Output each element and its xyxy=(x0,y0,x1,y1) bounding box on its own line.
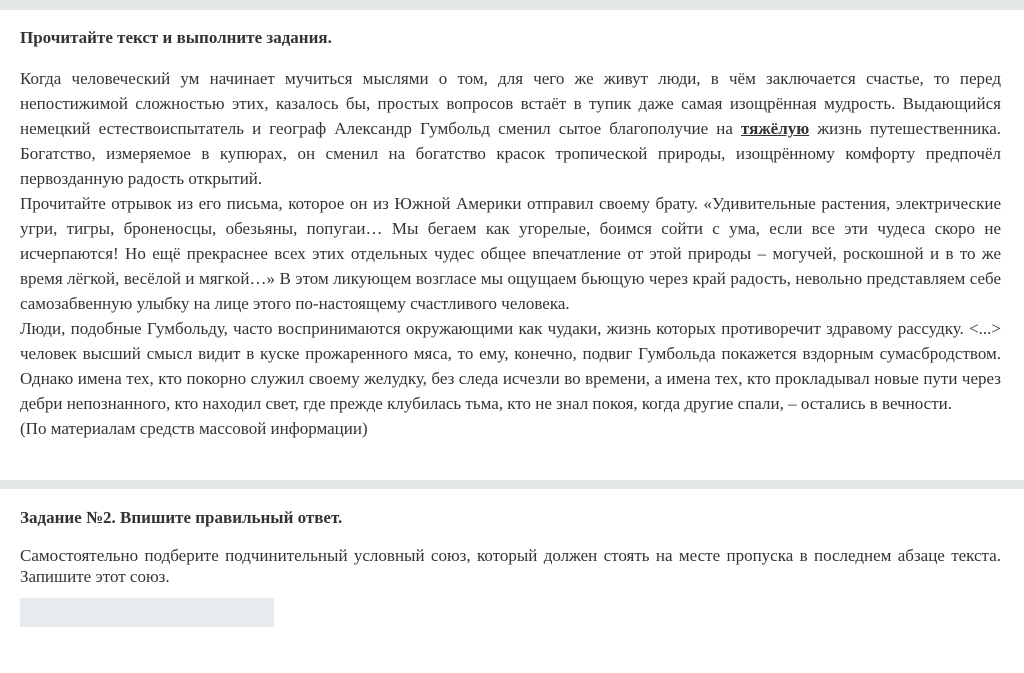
paragraph-1 xyxy=(20,66,1001,191)
task-question: Самостоятельно подберите подчинительный условный союз, который должен стоять на месте пропуска в последнем абзаце текста. Запишите этот союз. xyxy=(20,546,1001,586)
section-divider xyxy=(0,480,1024,489)
reading-text xyxy=(20,66,1001,441)
reading-instruction: Прочитайте текст и выполните задания. xyxy=(20,28,332,47)
answer-input[interactable] xyxy=(20,598,274,627)
task-section xyxy=(20,507,1001,587)
highlighted-word: тяжёлую xyxy=(741,119,810,138)
task-title: Задание №2. Впишите правильный ответ. xyxy=(20,508,343,527)
paragraph-1-end: жизнь путешественника. Богатство, измеряемое в купюрах, он сменил на богатство красок тропической природы, изощрённому комфорту предпочёл первозданную радость открытий. xyxy=(20,119,1002,188)
paragraph-1-start: Когда человеческий ум начинает мучиться мыслями о том, для чего же живут люди, в чём заключается счастье, то перед непостижимой сложностью этих, казалось бы, простых вопросов встаёт в тупик даже самая изощрённая мудрость. Выдающийся немецкий естествоиспытатель и географ Александр Гумбольд сменил сытое благополучие на xyxy=(20,69,1001,138)
paragraph-2: Прочитайте отрывок из его письма, которое он из Южной Америки отправил своему брату. «Удивительные растения, электрические угри, тигры, броненосцы, обезьяны, попугаи… Мы бегаем как угорелые, боимся сойти с ума, если все эти чудеса скоро не исчерпаются! Но ещё прекраснее всех этих отдельных чудес общее впечатление от этой природы – могучей, роскошной и в то же время лёгкой, весёлой и мягкой…» В этом ликующем возгласе мы ощущаем бьющую через край радость, невольно представляем себе самозабвенную улыбку на лице этого по-настоящему счастливого человека. xyxy=(20,194,1001,313)
source-note: (По материалам средств массовой информации) xyxy=(20,419,368,438)
reading-section xyxy=(20,27,1001,441)
top-divider xyxy=(0,0,1024,10)
paragraph-3: Люди, подобные Гумбольду, часто воспринимаются окружающими как чудаки, жизнь которых противоречит здравому рассудку. <...> человек высший смысл видит в куске прожаренного мяса, то ему, конечно, подвиг Гумбольда покажется вздорным сумасбродством. Однако имена тех, кто покорно служил своему желудку, без следа исчезли во времени, а имена тех, кто прокладывал новые пути через дебри непознанного, кто находил свет, где прежде клубилась тьма, кто не знал покоя, когда другие спали, – остались в вечности. xyxy=(20,319,1001,413)
